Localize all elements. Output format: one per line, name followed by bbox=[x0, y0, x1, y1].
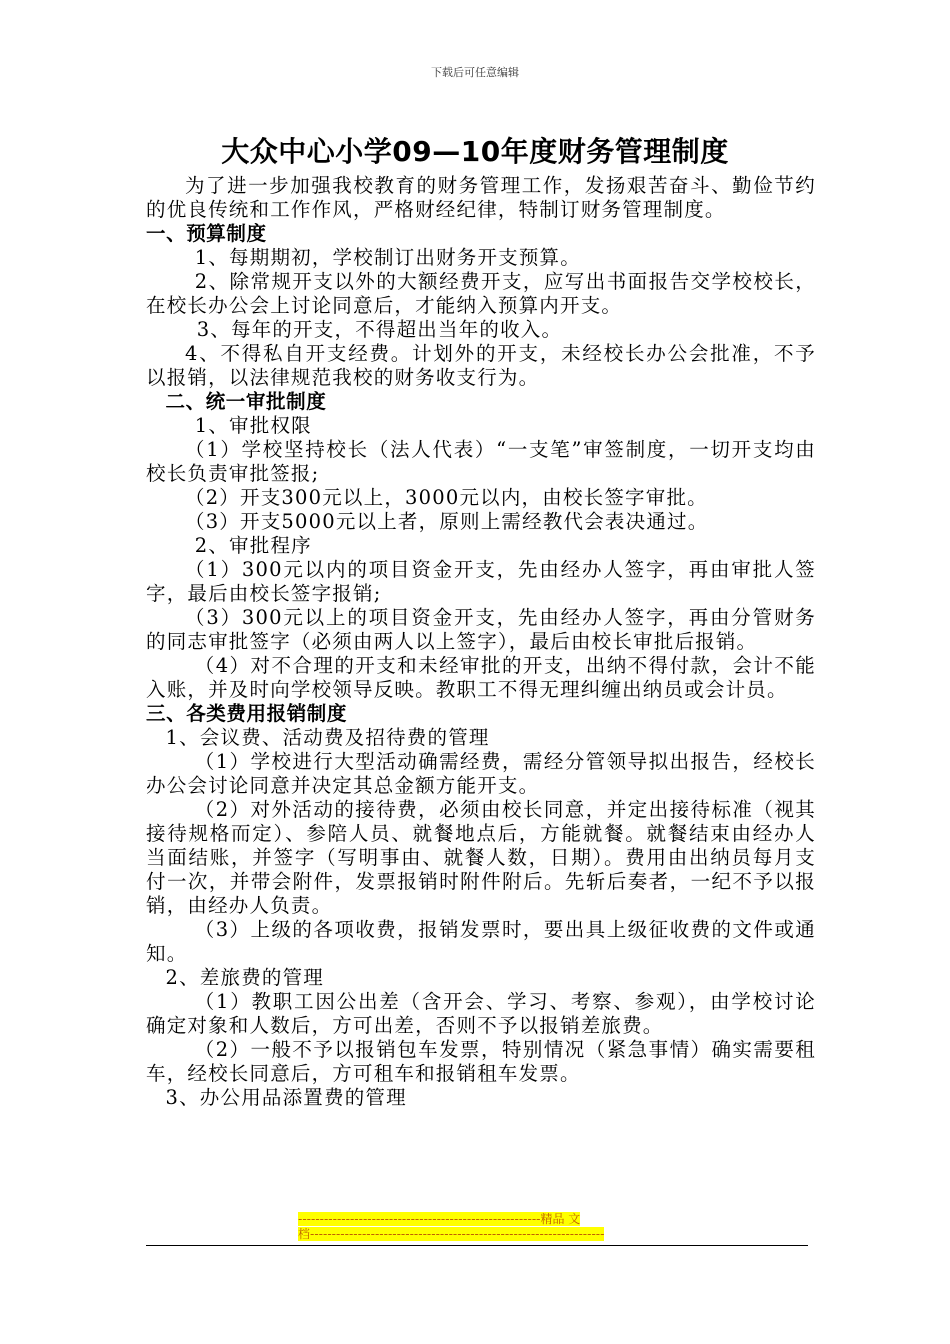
footer-watermark bbox=[298, 1212, 650, 1242]
paragraph: 1、会议费、活动费及招待费的管理 bbox=[165, 726, 490, 749]
paragraph: 为了进一步加强我校教育的财务管理工作，发扬艰苦奋斗、勤俭节约的优良传统和工作作风，严格财经纪律，特制订财务管理制度。 bbox=[146, 174, 816, 221]
paragraph: 4、不得私自开支经费。计划外的开支，未经校长办公会批准，不予以报销，以法律规范我校的财务收支行为。 bbox=[146, 342, 816, 389]
footer-line-1: --------------------------------------------------------精品 文 bbox=[298, 1212, 581, 1226]
document-body bbox=[146, 174, 816, 1110]
paragraph: （1）教职工因公出差（含开会、学习、考察、参观），由学校讨论确定对象和人数后，方可出差，否则不予以报销差旅费。 bbox=[146, 990, 816, 1037]
paragraph: （2）对外活动的接待费，必须由校长同意，并定出接待标准（视其接待规格而定）、参陪人员、就餐地点后，方能就餐。就餐结束由经办人当面结账，并签字（写明事由、就餐人数，日期）。费用由出纳员每月支付一次，并带会附件，发票报销时附件附后。先斩后奏者，一纪不予以报销，由经办人负责。 bbox=[146, 798, 816, 917]
section-heading: 二、统一审批制度 bbox=[165, 390, 327, 413]
paragraph: （1）300元以内的项目资金开支，先由经办人签字，再由审批人签字，最后由校长签字报销; bbox=[146, 558, 816, 605]
paragraph: （2）开支300元以上，3000元以内，由校长签字审批。 bbox=[185, 486, 708, 509]
section-heading: 一、预算制度 bbox=[146, 222, 267, 245]
paragraph: （4）对不合理的开支和未经审批的开支，出纳不得付款，会计不能入账，并及时向学校领导反映。教职工不得无理纠缠出纳员或会计员。 bbox=[146, 654, 816, 701]
paragraph: 2、除常规开支以外的大额经费开支，应写出书面报告交学校校长，在校长办公会上讨论同意后，才能纳入预算内开支。 bbox=[146, 270, 816, 317]
document-title: 大众中心小学09—10年度财务管理制度 bbox=[221, 135, 729, 168]
paragraph: 2、审批程序 bbox=[194, 534, 312, 557]
paragraph: （3）300元以上的项目资金开支，先由经办人签字，再由分管财务的同志审批签字（必须由两人以上签字），最后由校长审批后报销。 bbox=[146, 606, 816, 653]
paragraph: 1、审批权限 bbox=[194, 414, 312, 437]
paragraph: 1、每期期初，学校制订出财务开支预算。 bbox=[194, 246, 581, 269]
paragraph: （2）一般不予以报销包车发票，特别情况（紧急事情）确实需要租车，经校长同意后，方可租车和报销租车发票。 bbox=[146, 1038, 816, 1085]
paragraph: 2、差旅费的管理 bbox=[165, 966, 325, 989]
footer-rule bbox=[146, 1245, 808, 1246]
section-heading: 三、各类费用报销制度 bbox=[146, 702, 348, 725]
paragraph: （3）上级的各项收费，报销发票时，要出具上级征收费的文件或通知。 bbox=[146, 918, 816, 965]
paragraph: （1）学校坚持校长（法人代表）“一支笔”审签制度，一切开支均由校长负责审批签报; bbox=[146, 438, 816, 485]
footer-line-2: 档-------------------------------------------------------------------- bbox=[298, 1227, 605, 1241]
paragraph: 3、办公用品添置费的管理 bbox=[165, 1086, 407, 1109]
paragraph: 3、每年的开支，不得超出当年的收入。 bbox=[196, 318, 563, 341]
paragraph: （3）开支5000元以上者，原则上需经教代会表决通过。 bbox=[185, 510, 709, 533]
paragraph: （1）学校进行大型活动确需经费，需经分管领导拟出报告，经校长办公会讨论同意并决定其总金额方能开支。 bbox=[146, 750, 816, 797]
page-header-note: 下载后可任意编辑 bbox=[431, 66, 519, 79]
